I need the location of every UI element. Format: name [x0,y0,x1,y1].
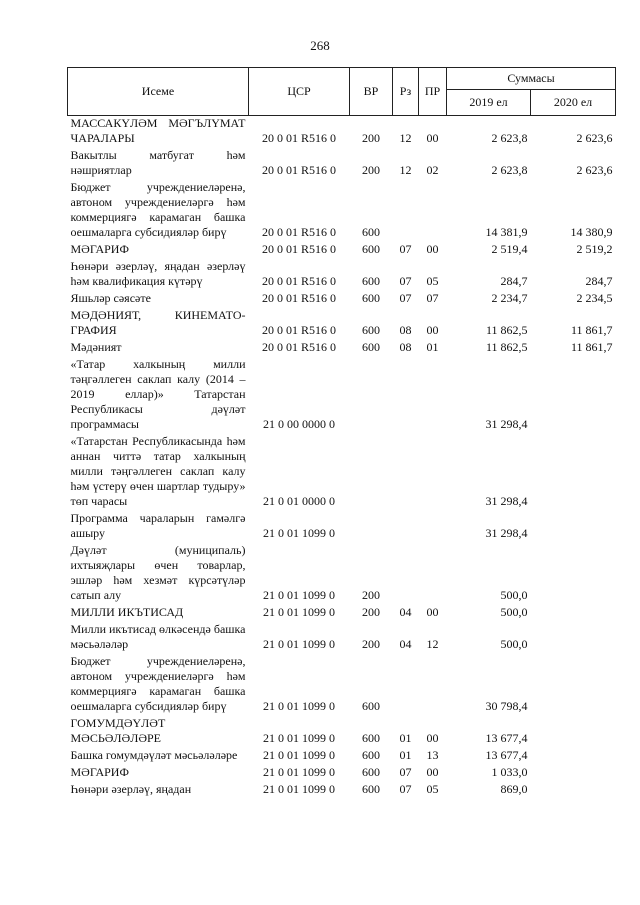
row-vr: 600 [362,765,380,779]
row-sum-2020: 14 380,9 [570,225,613,239]
row-sum-2020: 2 623,6 [576,131,613,145]
row-name: Бюджет учреждениеләренә, автоном учреждениеләргә һәм коммерциягә карамаган башка оешмаларга субсидияләр бирү [70,654,246,713]
header-rz: Рз [393,68,419,116]
row-sum-2020: 2 519,2 [576,242,613,256]
row-sum-2019: 2 623,8 [491,163,528,177]
row-sum-2020 [531,780,616,797]
row-pr: 02 [426,163,439,177]
row-csr: 21 0 01 1099 0 [263,699,335,713]
row-rz: 01 [399,748,412,762]
row-vr: 600 [362,748,380,762]
row-vr: 200 [362,605,380,619]
row-sum-2020: 284,7 [585,274,613,288]
row-rz: 12 [399,131,412,145]
row-sum-2019: 869,0 [500,782,528,796]
table-row [68,509,616,541]
row-vr: 600 [362,225,380,239]
table-row [68,355,616,432]
header-vr: ВР [350,68,393,116]
table-row [68,763,616,780]
table-row [68,620,616,652]
row-pr [419,432,447,509]
row-sum-2019: 500,0 [500,637,528,651]
row-rz: 01 [399,731,412,745]
row-sum-2019: 2 234,7 [491,291,528,305]
row-pr: 13 [426,748,439,762]
row-csr: 21 0 00 0000 0 [263,417,335,431]
row-vr: 600 [362,242,380,256]
row-name: «Татарстан Республикасында һәм аннан читтә татар халкының милли тәңгәллеген саклап калу һәм үстерү өчен шартлар тудыру» төп чарасы [70,434,246,508]
row-sum-2019: 13 677,4 [485,731,528,745]
header-year-2020: 2020 ел [531,90,616,116]
row-sum-2020 [531,603,616,620]
row-name: Мәдәният [70,340,122,354]
row-name: МӘГАРИФ [70,242,129,256]
row-rz [393,432,419,509]
row-pr: 00 [426,131,439,145]
row-rz [393,355,419,432]
table-body [68,116,616,798]
row-sum-2020 [531,652,616,714]
row-sum-2020: 2 234,5 [576,291,613,305]
row-sum-2020 [531,763,616,780]
table-row [68,652,616,714]
row-sum-2020 [531,620,616,652]
row-name: Һөнәри әзерләү, яңадан әзерләү һәм квалификация күтәрү [70,259,246,288]
row-name: Яшьләр сәясәте [70,291,151,305]
row-vr [350,509,393,541]
row-name: Милли икътисад өлкәсендә башка мәсьәләләр [70,622,246,651]
row-sum-2020 [531,541,616,603]
row-name: «Татар халкының милли тәңгәллеген саклап калу (2014 – 2019 еллар)» Татарстан Республикасы дәүләт программасы [70,357,246,431]
row-rz: 08 [399,340,412,354]
row-sum-2020: 11 861,7 [570,323,613,337]
row-name: Бюджет учреждениеләренә, автоном учреждениеләргә һәм коммерциягә карамаган башка оешмаларга субсидияләр бирү [70,180,246,239]
row-vr: 200 [362,588,380,602]
row-sum-2020: 11 861,7 [570,340,613,354]
row-name: МӘДӘНИЯТ, КИНЕМАТО-ГРАФИЯ [70,308,246,337]
table-row [68,746,616,763]
row-sum-2019: 31 298,4 [485,494,528,508]
row-csr: 21 0 01 1099 0 [263,637,335,651]
row-csr: 20 0 01 R516 0 [261,225,336,239]
row-name: ГОМУМДӘҮЛӘТ МӘСЬӘЛӘЛӘРЕ [70,716,166,745]
row-sum-2019: 14 381,9 [485,225,528,239]
row-sum-2019: 2 623,8 [491,131,528,145]
row-vr: 600 [362,340,380,354]
page-number: 268 [310,38,330,53]
header-year-2019: 2019 ел [447,90,531,116]
row-rz: 07 [399,274,412,288]
table-row [68,240,616,257]
row-rz [393,652,419,714]
row-csr: 20 0 01 R516 0 [261,291,336,305]
row-name: Программа чараларын гамәлгә ашыру [70,511,246,540]
row-pr [419,541,447,603]
row-csr: 20 0 01 R516 0 [261,163,336,177]
row-name: МИЛЛИ ИКЪТИСАД [70,605,184,619]
row-sum-2019: 30 798,4 [485,699,528,713]
table-row [68,432,616,509]
row-sum-2019: 13 677,4 [485,748,528,762]
row-rz: 07 [399,782,412,796]
row-pr: 12 [426,637,439,651]
row-csr: 21 0 01 1099 0 [263,748,335,762]
row-csr: 20 0 01 R516 0 [261,131,336,145]
row-rz [393,541,419,603]
row-csr: 20 0 01 R516 0 [261,274,336,288]
header-sums: Суммасы [447,68,616,90]
table-row [68,146,616,178]
row-sum-2020 [531,509,616,541]
row-sum-2020 [531,432,616,509]
row-sum-2020 [531,714,616,746]
row-sum-2020: 2 623,6 [576,163,613,177]
row-vr: 600 [362,323,380,337]
row-name: Башка гомумдәүләт мәсьәләләре [70,748,238,762]
row-rz: 07 [399,765,412,779]
row-sum-2019: 284,7 [500,274,528,288]
row-pr: 05 [426,782,439,796]
row-pr: 00 [426,765,439,779]
row-sum-2019: 31 298,4 [485,526,528,540]
table-row [68,780,616,797]
row-pr: 01 [426,340,439,354]
row-vr: 200 [362,131,380,145]
row-vr: 200 [362,163,380,177]
table-row [68,541,616,603]
row-sum-2020 [531,746,616,763]
row-vr: 600 [362,782,380,796]
row-pr [419,178,447,240]
row-pr: 00 [426,731,439,745]
row-sum-2020 [531,355,616,432]
row-pr [419,652,447,714]
row-csr: 21 0 01 0000 0 [263,494,335,508]
row-csr: 21 0 01 1099 0 [263,765,335,779]
row-rz: 07 [399,291,412,305]
row-sum-2019: 11 862,5 [485,340,528,354]
budget-table [67,67,616,797]
row-pr: 00 [426,242,439,256]
table-row [68,338,616,355]
row-csr: 21 0 01 1099 0 [263,782,335,796]
table-row [68,306,616,338]
row-vr: 600 [362,274,380,288]
row-vr: 200 [362,637,380,651]
row-csr: 20 0 01 R516 0 [261,340,336,354]
row-rz [393,509,419,541]
row-name: МАССАКҮЛӘМ МӘГЪЛҮМАТ ЧАРАЛАРЫ [70,116,246,145]
row-vr: 600 [362,291,380,305]
row-vr [350,355,393,432]
row-rz: 08 [399,323,412,337]
row-sum-2019: 1 033,0 [491,765,528,779]
row-name: Дәүләт (муниципаль) ихтыяҗлары өчен товарлар, эшләр һәм хезмәт күрсәтүләр сатып алу [70,543,246,602]
row-pr: 07 [426,291,439,305]
row-pr: 00 [426,323,439,337]
header-csr: ЦСР [249,68,350,116]
row-sum-2019: 500,0 [500,588,528,602]
table-row [68,603,616,620]
row-csr: 21 0 01 1099 0 [263,588,335,602]
row-rz: 04 [399,605,412,619]
table-row [68,714,616,746]
header-name: Исеме [68,68,249,116]
row-rz [393,178,419,240]
row-sum-2019: 500,0 [500,605,528,619]
row-csr: 21 0 01 1099 0 [263,526,335,540]
row-vr: 600 [362,699,380,713]
row-csr: 20 0 01 R516 0 [261,242,336,256]
row-rz: 12 [399,163,412,177]
row-pr [419,355,447,432]
row-pr [419,509,447,541]
row-pr: 00 [426,605,439,619]
row-csr: 21 0 01 1099 0 [263,731,335,745]
row-sum-2019: 31 298,4 [485,417,528,431]
row-sum-2019: 2 519,4 [491,242,528,256]
row-csr: 21 0 01 1099 0 [263,605,335,619]
table-header [68,68,616,116]
table-row [68,116,616,147]
row-name: Һөнәри әзерләү, яңадан [70,782,192,796]
header-pr: ПР [419,68,447,116]
row-vr [350,432,393,509]
row-rz: 07 [399,242,412,256]
table-row [68,257,616,289]
row-rz: 04 [399,637,412,651]
table-row [68,178,616,240]
row-csr: 20 0 01 R516 0 [261,323,336,337]
row-sum-2019: 11 862,5 [485,323,528,337]
row-name: МӘГАРИФ [70,765,129,779]
row-pr: 05 [426,274,439,288]
row-vr: 600 [362,731,380,745]
row-name: Вакытлы матбугат һәм нәшриятлар [70,148,246,177]
table-row [68,289,616,306]
